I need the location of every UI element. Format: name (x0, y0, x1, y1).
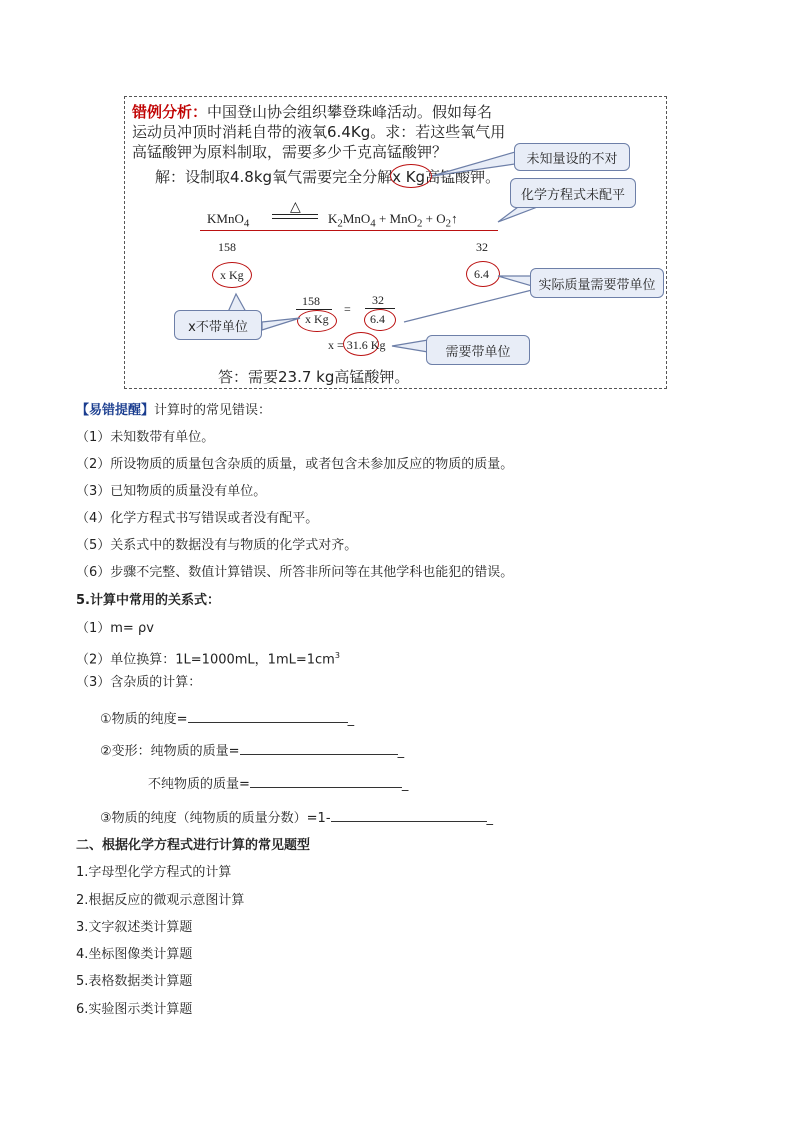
impure-label: 不纯物质的质量= (148, 777, 250, 792)
product3-sub: 2 (445, 217, 452, 230)
reaction-condition: △ (290, 200, 301, 215)
pointer-actual-mass (498, 276, 532, 286)
variant-line (100, 740, 404, 760)
purity-blank[interactable] (188, 708, 348, 723)
reminder-item: （6）步骤不完整、数值计算错误、所答非所问等在其他学科也能犯的错误。 (76, 565, 514, 580)
callout-actual-mass-unit: 实际质量需要带单位 (530, 268, 664, 298)
variant-label: ②变形：纯物质的质量= (100, 744, 240, 759)
solution-suffix: 高锰酸钾。 (425, 168, 501, 186)
ratio-top-left: 158 (302, 294, 320, 308)
example-line-3: 高锰酸钾为原料制取，需要多少千克高锰酸钾？ (132, 143, 448, 161)
solution-variable: x Kg (392, 168, 426, 186)
impure-blank[interactable] (250, 773, 402, 788)
mass-left: 158 (218, 240, 236, 254)
mass-right: 32 (476, 240, 488, 254)
purity2-line (100, 807, 493, 827)
callout-x-no-unit: x不带单位 (174, 310, 262, 340)
variant-blank[interactable] (240, 740, 398, 755)
section2-item: 3.文字叙述类计算题 (76, 920, 193, 935)
unit-superscript: 3 (334, 651, 340, 660)
impure-blank-end: _ (401, 777, 409, 792)
ratio-top-right: 32 (372, 293, 384, 307)
unit-conversion: （2）单位换算：1L=1000mL，1mL=1cm (76, 652, 335, 668)
product2: MnO (389, 211, 417, 226)
purity2-blank-end: _ (486, 811, 494, 826)
answer-line: 答：需要23.7 kg高锰酸钾。 (218, 368, 410, 386)
result-prefix: x = (328, 338, 347, 352)
section2-item: 5.表格数据类计算题 (76, 974, 193, 989)
pointer-actual-mass-line (404, 290, 532, 322)
section2-item: 4.坐标图像类计算题 (76, 947, 193, 962)
solution-prefix: 解：设制取4.8kg氧气需要完全分解 (155, 168, 393, 186)
section5-item1: （1）m= ρv (76, 621, 154, 636)
result-unit: Kg (370, 338, 386, 352)
pointer-need-unit (392, 340, 428, 352)
ratio-bottom-right: 6.4 (370, 312, 385, 326)
reactant: KMnO (207, 211, 244, 226)
product1: K (328, 211, 338, 226)
purity2-blank[interactable] (331, 807, 487, 822)
reminder-item: （4）化学方程式书写错误或者没有配平。 (76, 511, 319, 526)
product3: O (436, 211, 446, 226)
section2-item: 1.字母型化学方程式的计算 (76, 865, 232, 880)
known-value: 6.4 (474, 267, 489, 281)
product1-mid: MnO (342, 211, 371, 226)
reminder-item: （5）关系式中的数据没有与物质的化学式对齐。 (76, 538, 358, 553)
product2-sub: 2 (416, 217, 423, 230)
example-text-1: 中国登山协会组织攀登珠峰活动。假如每名 (207, 103, 493, 121)
impure-line (148, 773, 408, 793)
ratio-equals: = (344, 302, 351, 316)
section2-title: 二、根据化学方程式进行计算的常见题型 (76, 838, 311, 853)
example-line-2: 运动员冲顶时消耗自带的液氧6.4Kg。求：若这些氧气用 (132, 123, 506, 141)
variant-blank-end: _ (397, 744, 405, 759)
callout-not-balanced: 化学方程式未配平 (510, 178, 636, 208)
section2-item: 2.根据反应的微观示意图计算 (76, 893, 245, 908)
reminder-title: 【易错提醒】 (76, 403, 155, 418)
reactant-sub: 4 (243, 217, 250, 230)
reminder-item: （3）已知物质的质量没有单位。 (76, 484, 267, 499)
pointer-unknown-unit (432, 152, 515, 176)
section5-item2 (76, 648, 340, 668)
reminder-item: （2）所设物质的质量包含杂质的质量，或者包含未参加反应的物质的质量。 (76, 457, 514, 472)
gas-arrow: ↑ (451, 211, 458, 226)
product1-sub1: 2 (337, 217, 343, 230)
purity-line (100, 708, 354, 728)
ratio-bottom-left: x Kg (305, 312, 329, 326)
plus-1: + (378, 211, 387, 226)
section2-item: 6.实验图示类计算题 (76, 1002, 193, 1017)
unknown-value: x Kg (220, 268, 244, 282)
plus-2: + (425, 211, 433, 226)
purity-blank-end: _ (347, 712, 355, 727)
reminder-item: （1）未知数带有单位。 (76, 430, 215, 445)
result-value: 31.6 (346, 338, 368, 352)
section5-title: 5.计算中常用的关系式： (76, 593, 220, 608)
reminder-intro: 计算时的常见错误： (154, 403, 272, 418)
example-label: 错例分析： (132, 103, 208, 121)
section5-item3: （3）含杂质的计算： (76, 675, 202, 690)
purity-label: ①物质的纯度= (100, 712, 188, 727)
product1-sub2: 4 (370, 217, 376, 230)
purity2-label: ③物质的纯度（纯物质的质量分数）=1- (100, 811, 331, 826)
callout-pointers (0, 0, 794, 400)
callout-unknown-unit: 未知量设的不对 (514, 143, 630, 171)
callout-need-unit: 需要带单位 (426, 335, 530, 365)
reminder-heading (76, 403, 271, 419)
pointer-x-no-unit-side (262, 318, 300, 330)
